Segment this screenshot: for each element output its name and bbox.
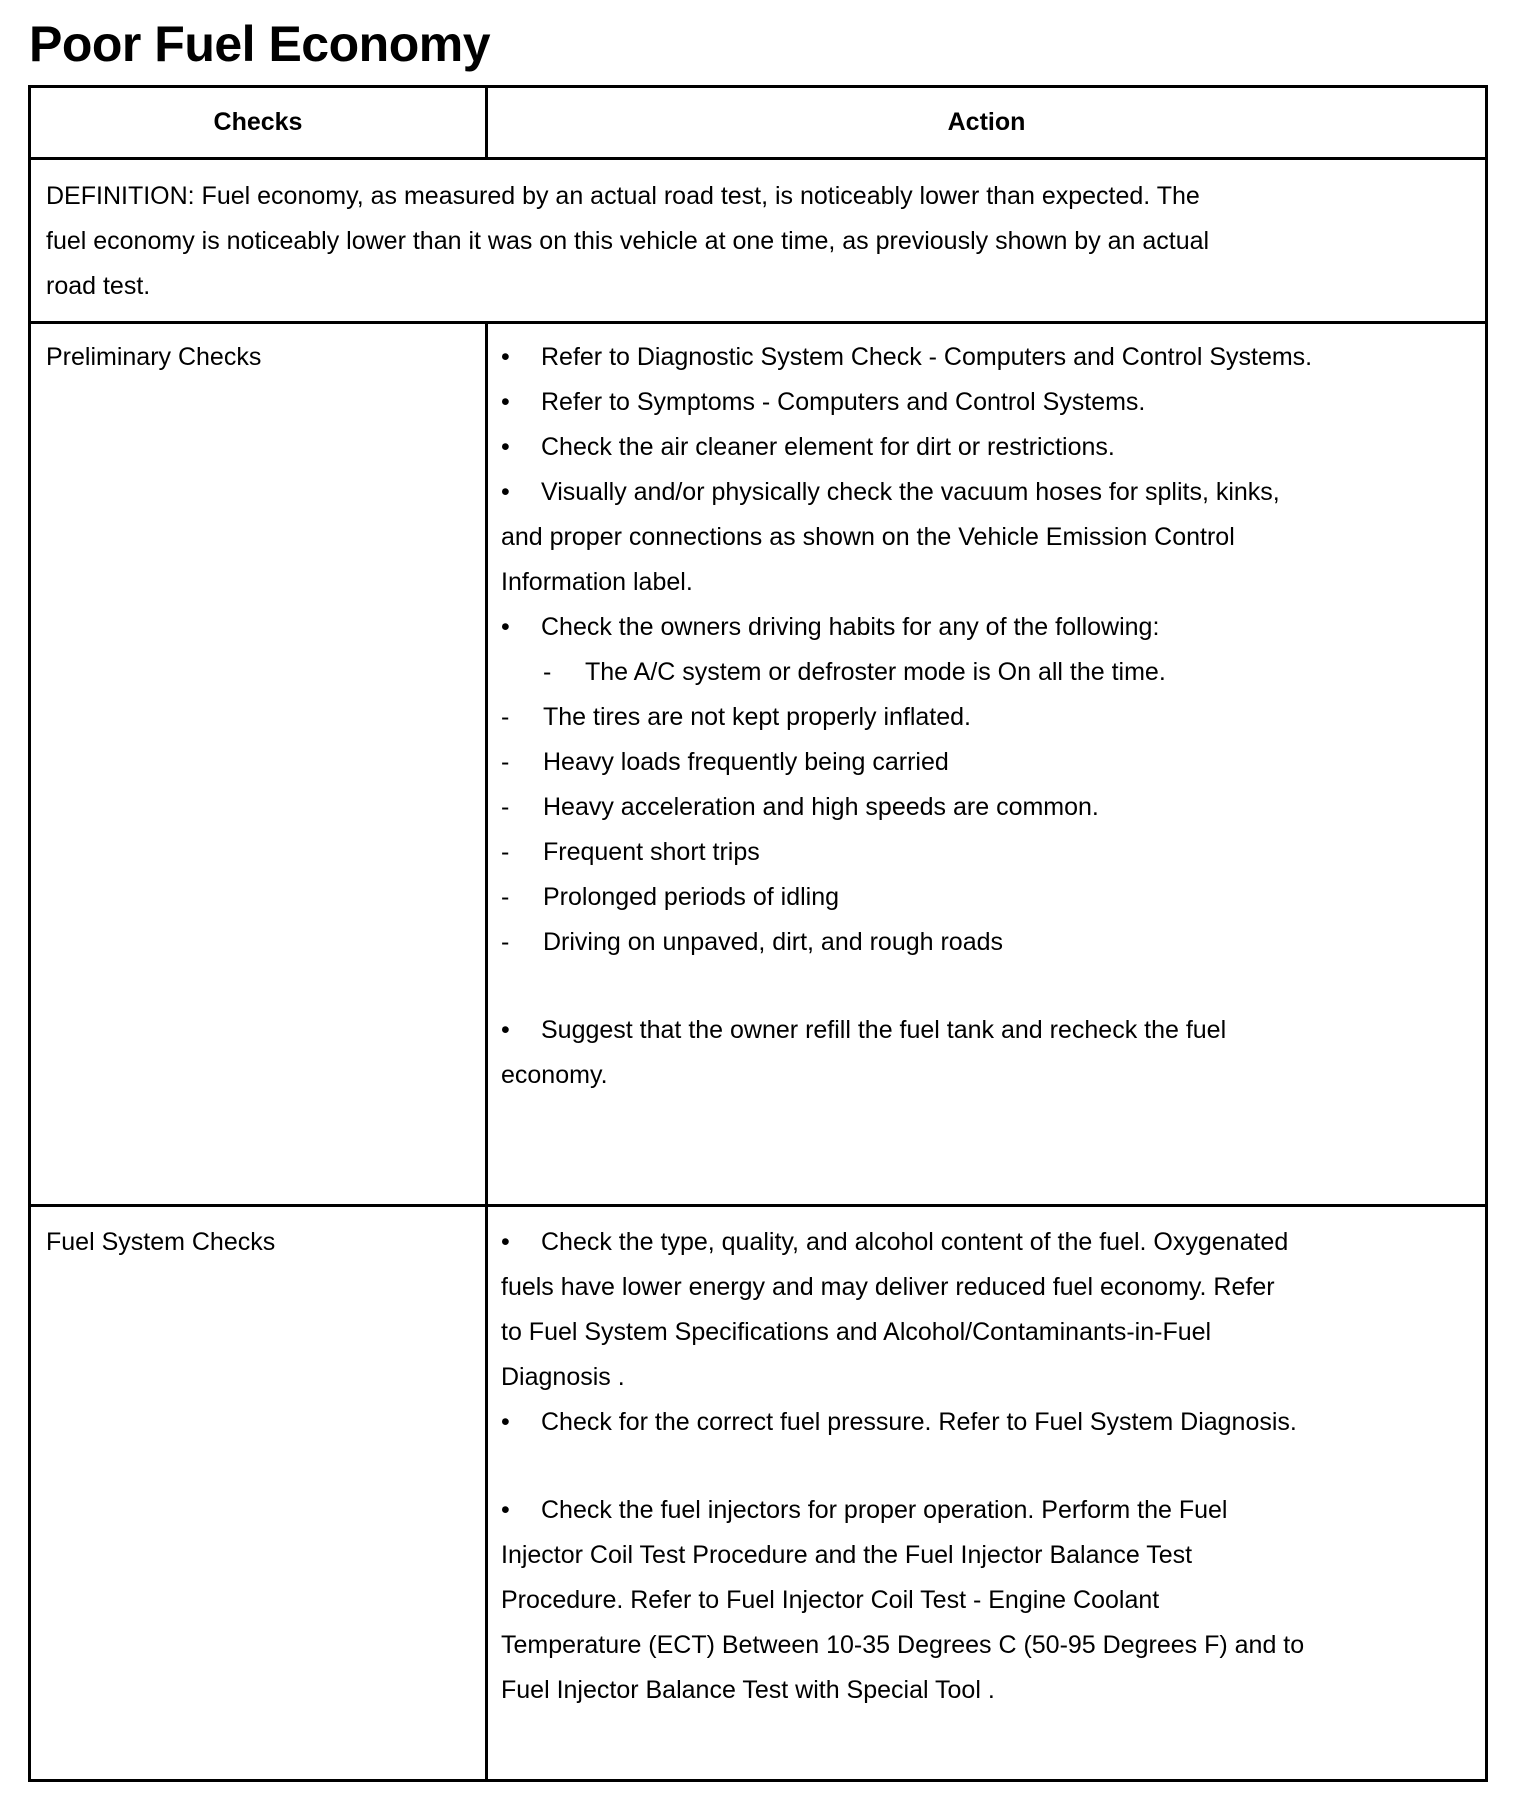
definition-text xyxy=(46,174,1406,309)
list-item: • Refer to Symptoms - Computers and Control Systems. xyxy=(501,380,1461,425)
column-divider-body xyxy=(485,321,488,1779)
sub-list-item: - Heavy acceleration and high speeds are common. xyxy=(501,785,1461,830)
bullet-icon: • xyxy=(501,1016,510,1044)
bullet-icon: • xyxy=(501,433,510,461)
definition-line: DEFINITION: Fuel economy, as measured by an actual road test, is noticeably lower than expected. The xyxy=(46,182,1200,210)
check-label-fuel-system: Fuel System Checks xyxy=(46,1228,276,1256)
dash-icon: - xyxy=(501,748,510,776)
bullet-icon: • xyxy=(501,1496,510,1524)
definition-line: fuel economy is noticeably lower than it was on this vehicle at one time, as previously shown by an actual xyxy=(46,227,1210,255)
column-header-checks: Checks xyxy=(213,108,303,136)
list-item: • Visually and/or physically check the vacuum hoses for splits, kinks, xyxy=(501,470,1461,515)
list-item-continuation: Information label. xyxy=(501,568,693,596)
dash-icon: - xyxy=(543,658,552,686)
dash-icon: - xyxy=(501,838,510,866)
dash-icon: - xyxy=(501,883,510,911)
bullet-icon: • xyxy=(501,613,510,641)
sub-list-item: - The A/C system or defroster mode is On all the time. xyxy=(501,650,1461,695)
list-item-continuation: Temperature (ECT) Between 10-35 Degrees C (50-95 Degrees F) and to xyxy=(501,1631,1305,1659)
bullet-icon: • xyxy=(501,1228,510,1256)
bullet-icon: • xyxy=(501,1408,510,1436)
list-item-continuation: economy. xyxy=(501,1061,608,1089)
sub-list-item: - Prolonged periods of idling xyxy=(501,875,1461,920)
row-divider xyxy=(31,157,1485,160)
row-divider xyxy=(31,1204,1485,1207)
dash-icon: - xyxy=(501,703,510,731)
list-item: • Check the type, quality, and alcohol content of the fuel. Oxygenated xyxy=(501,1220,1461,1265)
list-item: • Check the air cleaner element for dirt or restrictions. xyxy=(501,425,1461,470)
action-list-preliminary xyxy=(501,335,1461,1098)
list-item: • Check the owners driving habits for any of the following: xyxy=(501,605,1461,650)
list-item: • Refer to Diagnostic System Check - Computers and Control Systems. xyxy=(501,335,1461,380)
column-header-action: Action xyxy=(947,108,1026,136)
bullet-icon: • xyxy=(501,478,510,506)
list-item-continuation: Diagnosis . xyxy=(501,1363,625,1391)
dash-icon: - xyxy=(501,793,510,821)
action-list-fuel-system xyxy=(501,1220,1461,1713)
list-item-continuation: Procedure. Refer to Fuel Injector Coil Test - Engine Coolant xyxy=(501,1586,1160,1614)
sub-list-item: - Driving on unpaved, dirt, and rough roads xyxy=(501,920,1461,965)
list-item-continuation: Fuel Injector Balance Test with Special Tool . xyxy=(501,1676,995,1704)
row-divider xyxy=(31,321,1485,324)
bullet-icon: • xyxy=(501,388,510,416)
sub-list-item: - Frequent short trips xyxy=(501,830,1461,875)
sub-list-item: - Heavy loads frequently being carried xyxy=(501,740,1461,785)
symptom-table xyxy=(28,85,1488,1782)
dash-icon: - xyxy=(501,928,510,956)
page-title: Poor Fuel Economy xyxy=(29,16,491,72)
definition-line: road test. xyxy=(46,272,151,300)
list-item-continuation: fuels have lower energy and may deliver reduced fuel economy. Refer xyxy=(501,1273,1275,1301)
list-item: • Suggest that the owner refill the fuel tank and recheck the fuel xyxy=(501,1008,1461,1053)
bullet-icon: • xyxy=(501,343,510,371)
list-item: • Check for the correct fuel pressure. Refer to Fuel System Diagnosis. xyxy=(501,1400,1461,1445)
list-item-continuation: Injector Coil Test Procedure and the Fuel Injector Balance Test xyxy=(501,1541,1193,1569)
list-item-continuation: to Fuel System Specifications and Alcohol/Contaminants-in-Fuel xyxy=(501,1318,1212,1346)
list-item: • Check the fuel injectors for proper operation. Perform the Fuel xyxy=(501,1488,1461,1533)
check-label-preliminary: Preliminary Checks xyxy=(46,343,262,371)
list-item-continuation: and proper connections as shown on the Vehicle Emission Control xyxy=(501,523,1235,551)
sub-list-item: - The tires are not kept properly inflated. xyxy=(501,695,1461,740)
